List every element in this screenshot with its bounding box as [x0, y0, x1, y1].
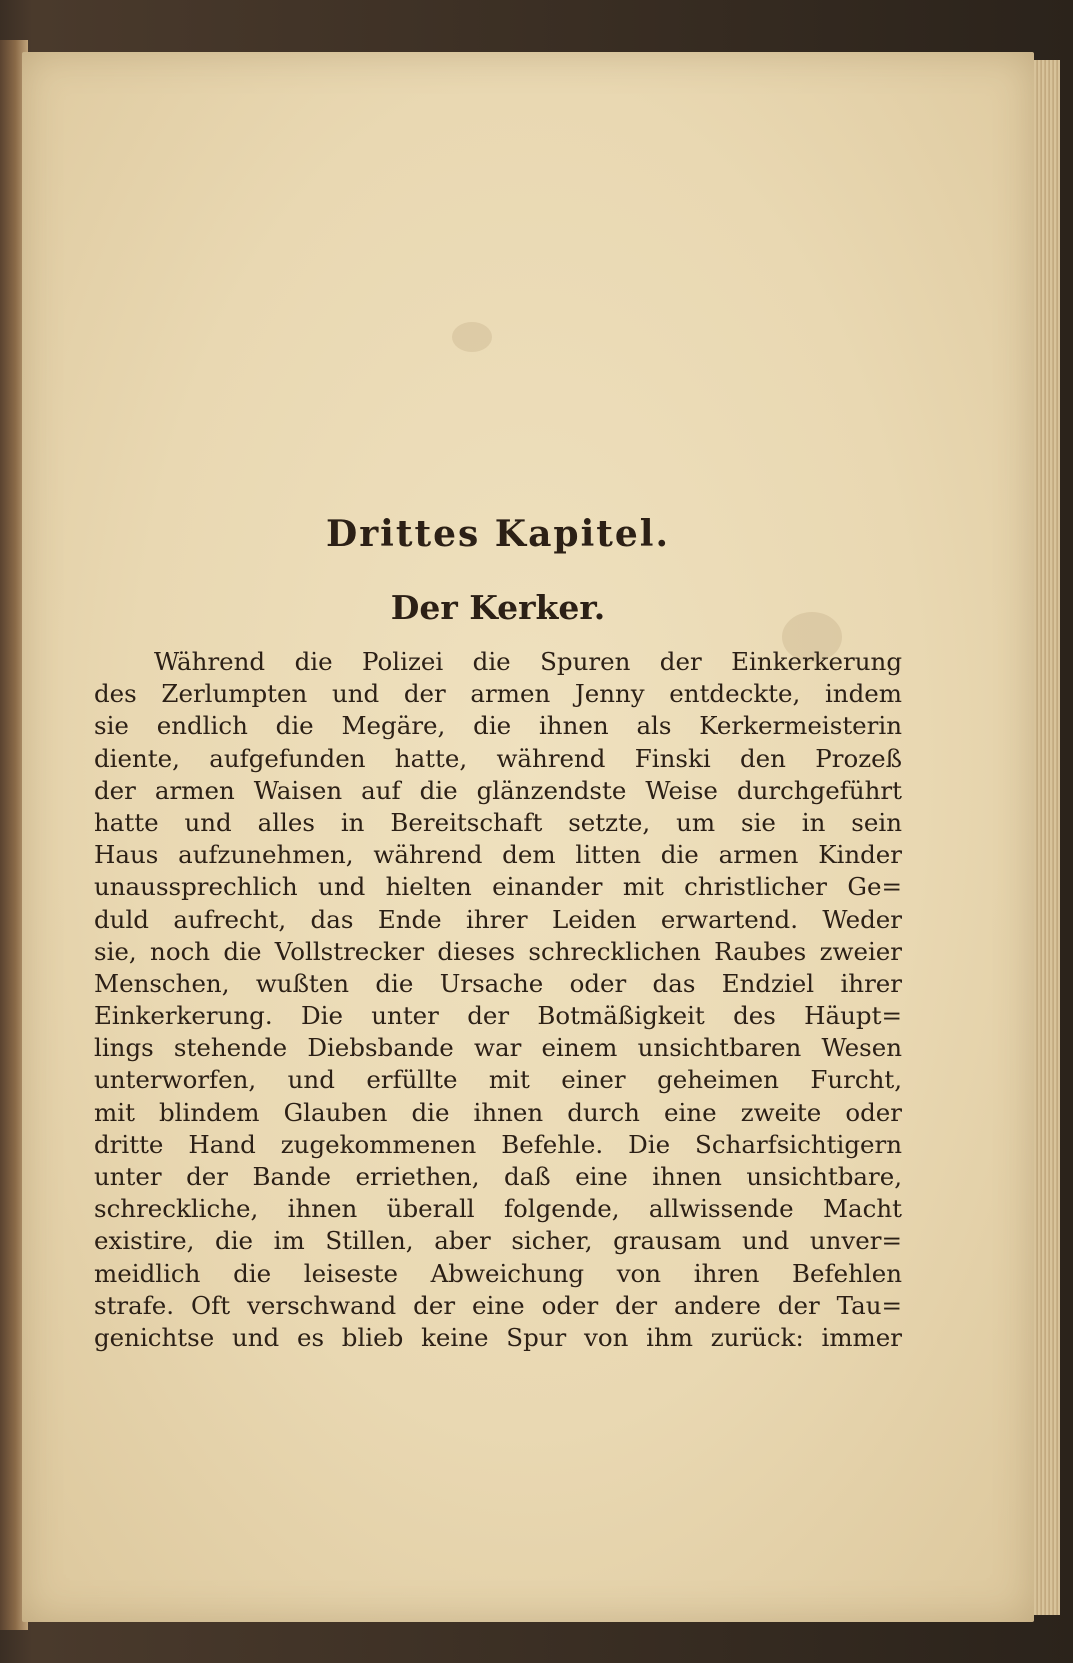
text-line: sie, noch die Vollstrecker dieses schrecklichen Raubes zweier — [94, 936, 902, 966]
text-line: dritte Hand zugekommenen Befehle. Die Scharfsichtigern — [94, 1129, 902, 1159]
text-line: strafe. Oft verschwand der eine oder der andere der Tau= — [94, 1290, 902, 1320]
text-line: Haus aufzunehmen, während dem litten die armen Kinder — [94, 840, 902, 870]
text-line: unaussprechlich und hielten einander mit christlicher Ge= — [94, 872, 902, 902]
text-line: der armen Waisen auf die glänzendste Weise durchgeführt — [94, 775, 902, 805]
section-title: Der Kerker. — [390, 588, 606, 627]
paper-stain — [452, 322, 492, 352]
text-line: schreckliche, ihnen überall folgende, allwissende Macht — [94, 1194, 902, 1224]
page-content — [94, 506, 902, 1354]
text-line: des Zerlumpten und der armen Jenny entdeckte, indem — [94, 679, 902, 709]
text-line: unterworfen, und erfüllte mit einer geheimen Furcht, — [94, 1065, 902, 1095]
text-line: genichtse und es blieb keine Spur von ihm zurück: immer — [94, 1322, 902, 1352]
body-text — [94, 646, 902, 1354]
text-line: unter der Bande erriethen, daß eine ihnen unsichtbare, — [94, 1162, 902, 1191]
text-line: duld aufrecht, das Ende ihrer Leiden erwartend. Weder — [94, 904, 902, 934]
text-line: diente, aufgefunden hatte, während Finski den Prozeß — [94, 743, 902, 773]
text-line: lings stehende Diebsbande war einem unsichtbaren Wesen — [94, 1033, 902, 1063]
text-line: Während die Polizei die Spuren der Einkerkerung — [154, 647, 902, 676]
text-line: Einkerkerung. Die unter der Botmäßigkeit des Häupt= — [94, 1001, 902, 1031]
text-line: hatte und alles in Bereitschaft setzte, um sie in sein — [94, 807, 902, 837]
text-line: existire, die im Stillen, aber sicher, grausam und unver= — [94, 1226, 902, 1256]
chapter-title: Drittes Kapitel. — [325, 513, 671, 555]
text-line: sie endlich die Megäre, die ihnen als Kerkermeisterin — [94, 711, 902, 741]
text-line: Menschen, wußten die Ursache oder das Endziel ihrer — [94, 968, 902, 998]
text-line: meidlich die leiseste Abweichung von ihren Befehlen — [94, 1258, 902, 1288]
text-line: mit blindem Glauben die ihnen durch eine zweite oder — [94, 1097, 902, 1127]
